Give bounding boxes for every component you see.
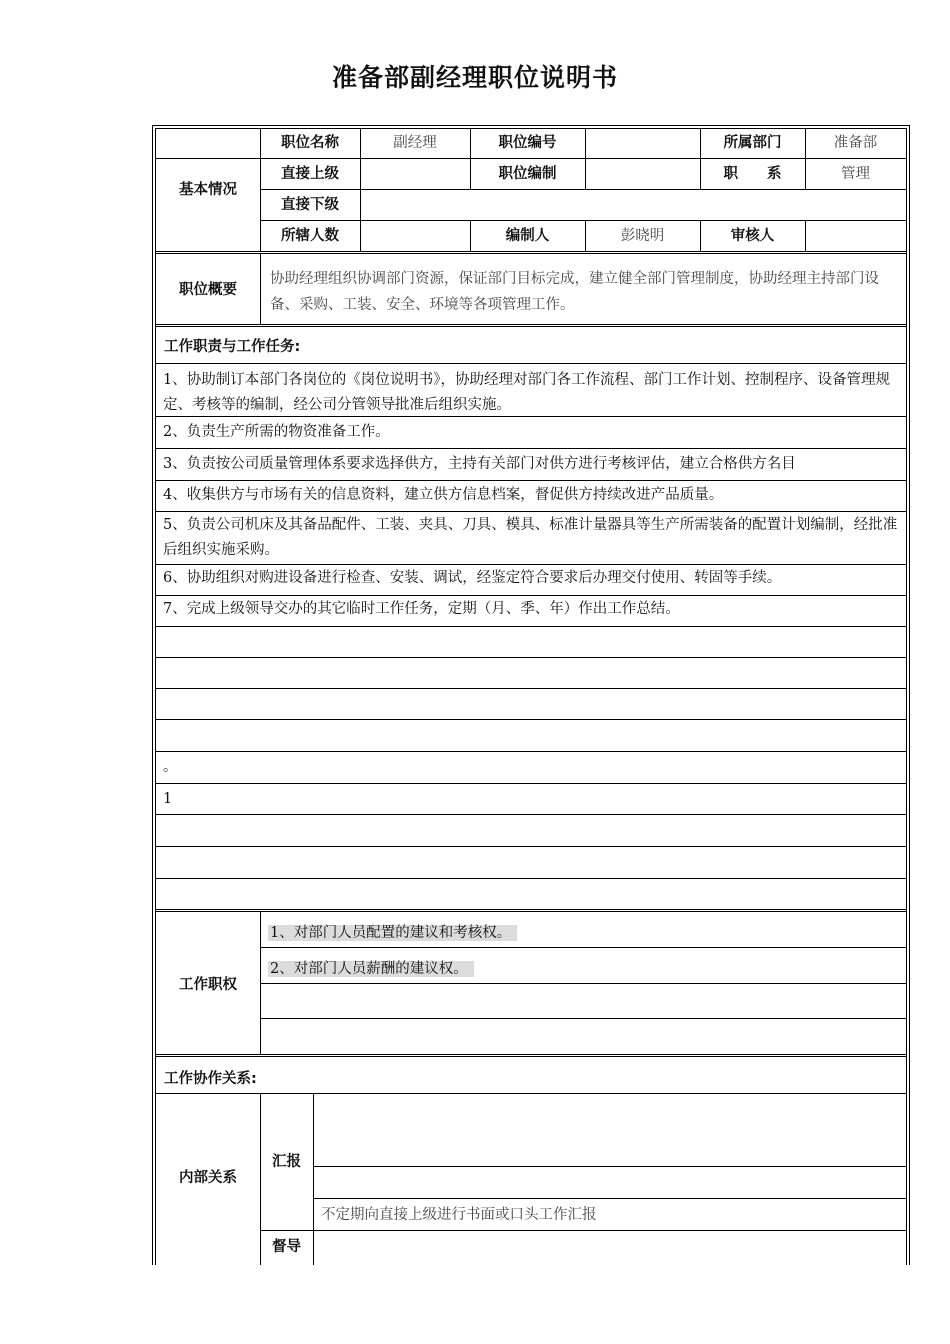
author-value: 彭晓明 — [620, 228, 665, 244]
page-title: 准备部副经理职位说明书 — [331, 63, 618, 92]
duty-item: 1、协助制订本部门各岗位的《岗位说明书》，协助经理对部门各工作流程、部门工作计划、控制程序、设备管理规定、考核等的编制，经公司分管领导批准后组织实施。 — [163, 372, 890, 413]
overview-label: 职位概要 — [179, 282, 237, 298]
department-value: 准备部 — [833, 135, 878, 151]
job-series-value: 管理 — [841, 166, 870, 182]
duty-item: 6、协助组织对购进设备进行检查、安装、调试，经鉴定符合要求后办理交付使用、转固等手续。 — [163, 570, 782, 586]
overview-text: 协助经理组织协调部门资源，保证部门目标完成，建立健全部门管理制度，协助经理主持部门设备、采购、工装、安全、环境等各项管理工作。 — [270, 271, 879, 313]
duty-item: 7、完成上级领导交办的其它临时工作任务，定期（月、季、年）作出工作总结。 — [163, 601, 680, 617]
authority-item — [268, 959, 474, 980]
duty-item: 。 — [163, 759, 178, 775]
department-label: 所属部门 — [723, 135, 782, 151]
duty-item: 3、负责按公司质量管理体系要求选择供方，主持有关部门对供方进行考核评估，建立合格供方名目 — [163, 456, 796, 472]
authority-item — [268, 923, 517, 944]
direct-superior-label: 直接上级 — [281, 166, 339, 182]
duty-item: 1 — [163, 791, 173, 807]
job-series-label: 职 系 — [723, 166, 782, 182]
authority-label: 工作职权 — [179, 977, 237, 993]
author-label: 编制人 — [505, 228, 550, 244]
report-line: 不定期向直接上级进行书面或口头工作汇报 — [321, 1207, 597, 1223]
authority-item-text: 2、对部门人员薪酬的建议权。 — [268, 961, 474, 977]
staffing-label: 职位编制 — [498, 166, 557, 182]
report-label: 汇报 — [272, 1154, 301, 1170]
internal-relations-label: 内部关系 — [179, 1170, 237, 1186]
position-name-label: 职位名称 — [281, 135, 339, 151]
headcount-label: 所辖人数 — [281, 228, 339, 244]
duties-heading: 工作职责与工作任务: — [164, 339, 301, 355]
position-name-value: 副经理 — [393, 135, 437, 151]
duty-item: 5、负责公司机床及其备品配件、工装、夹具、刀具、模具、标准计量器具等生产所需装备的配置计划编制，经批准后组织实施采购。 — [163, 517, 898, 558]
duty-item: 2、负责生产所需的物资准备工作。 — [163, 424, 390, 440]
duty-item: 4、收集供方与市场有关的信息资料，建立供方信息档案，督促供方持续改进产品质量。 — [163, 487, 724, 503]
basic-info-label: 基本情况 — [179, 182, 237, 198]
direct-subordinate-label: 直接下级 — [281, 197, 339, 213]
position-code-label: 职位编号 — [498, 135, 557, 151]
authority-item-text: 1、对部门人员配置的建议和考核权。 — [268, 925, 517, 941]
cooperation-heading: 工作协作关系: — [164, 1071, 257, 1087]
supervise-label: 督导 — [272, 1239, 301, 1255]
reviewer-label: 审核人 — [730, 228, 775, 244]
